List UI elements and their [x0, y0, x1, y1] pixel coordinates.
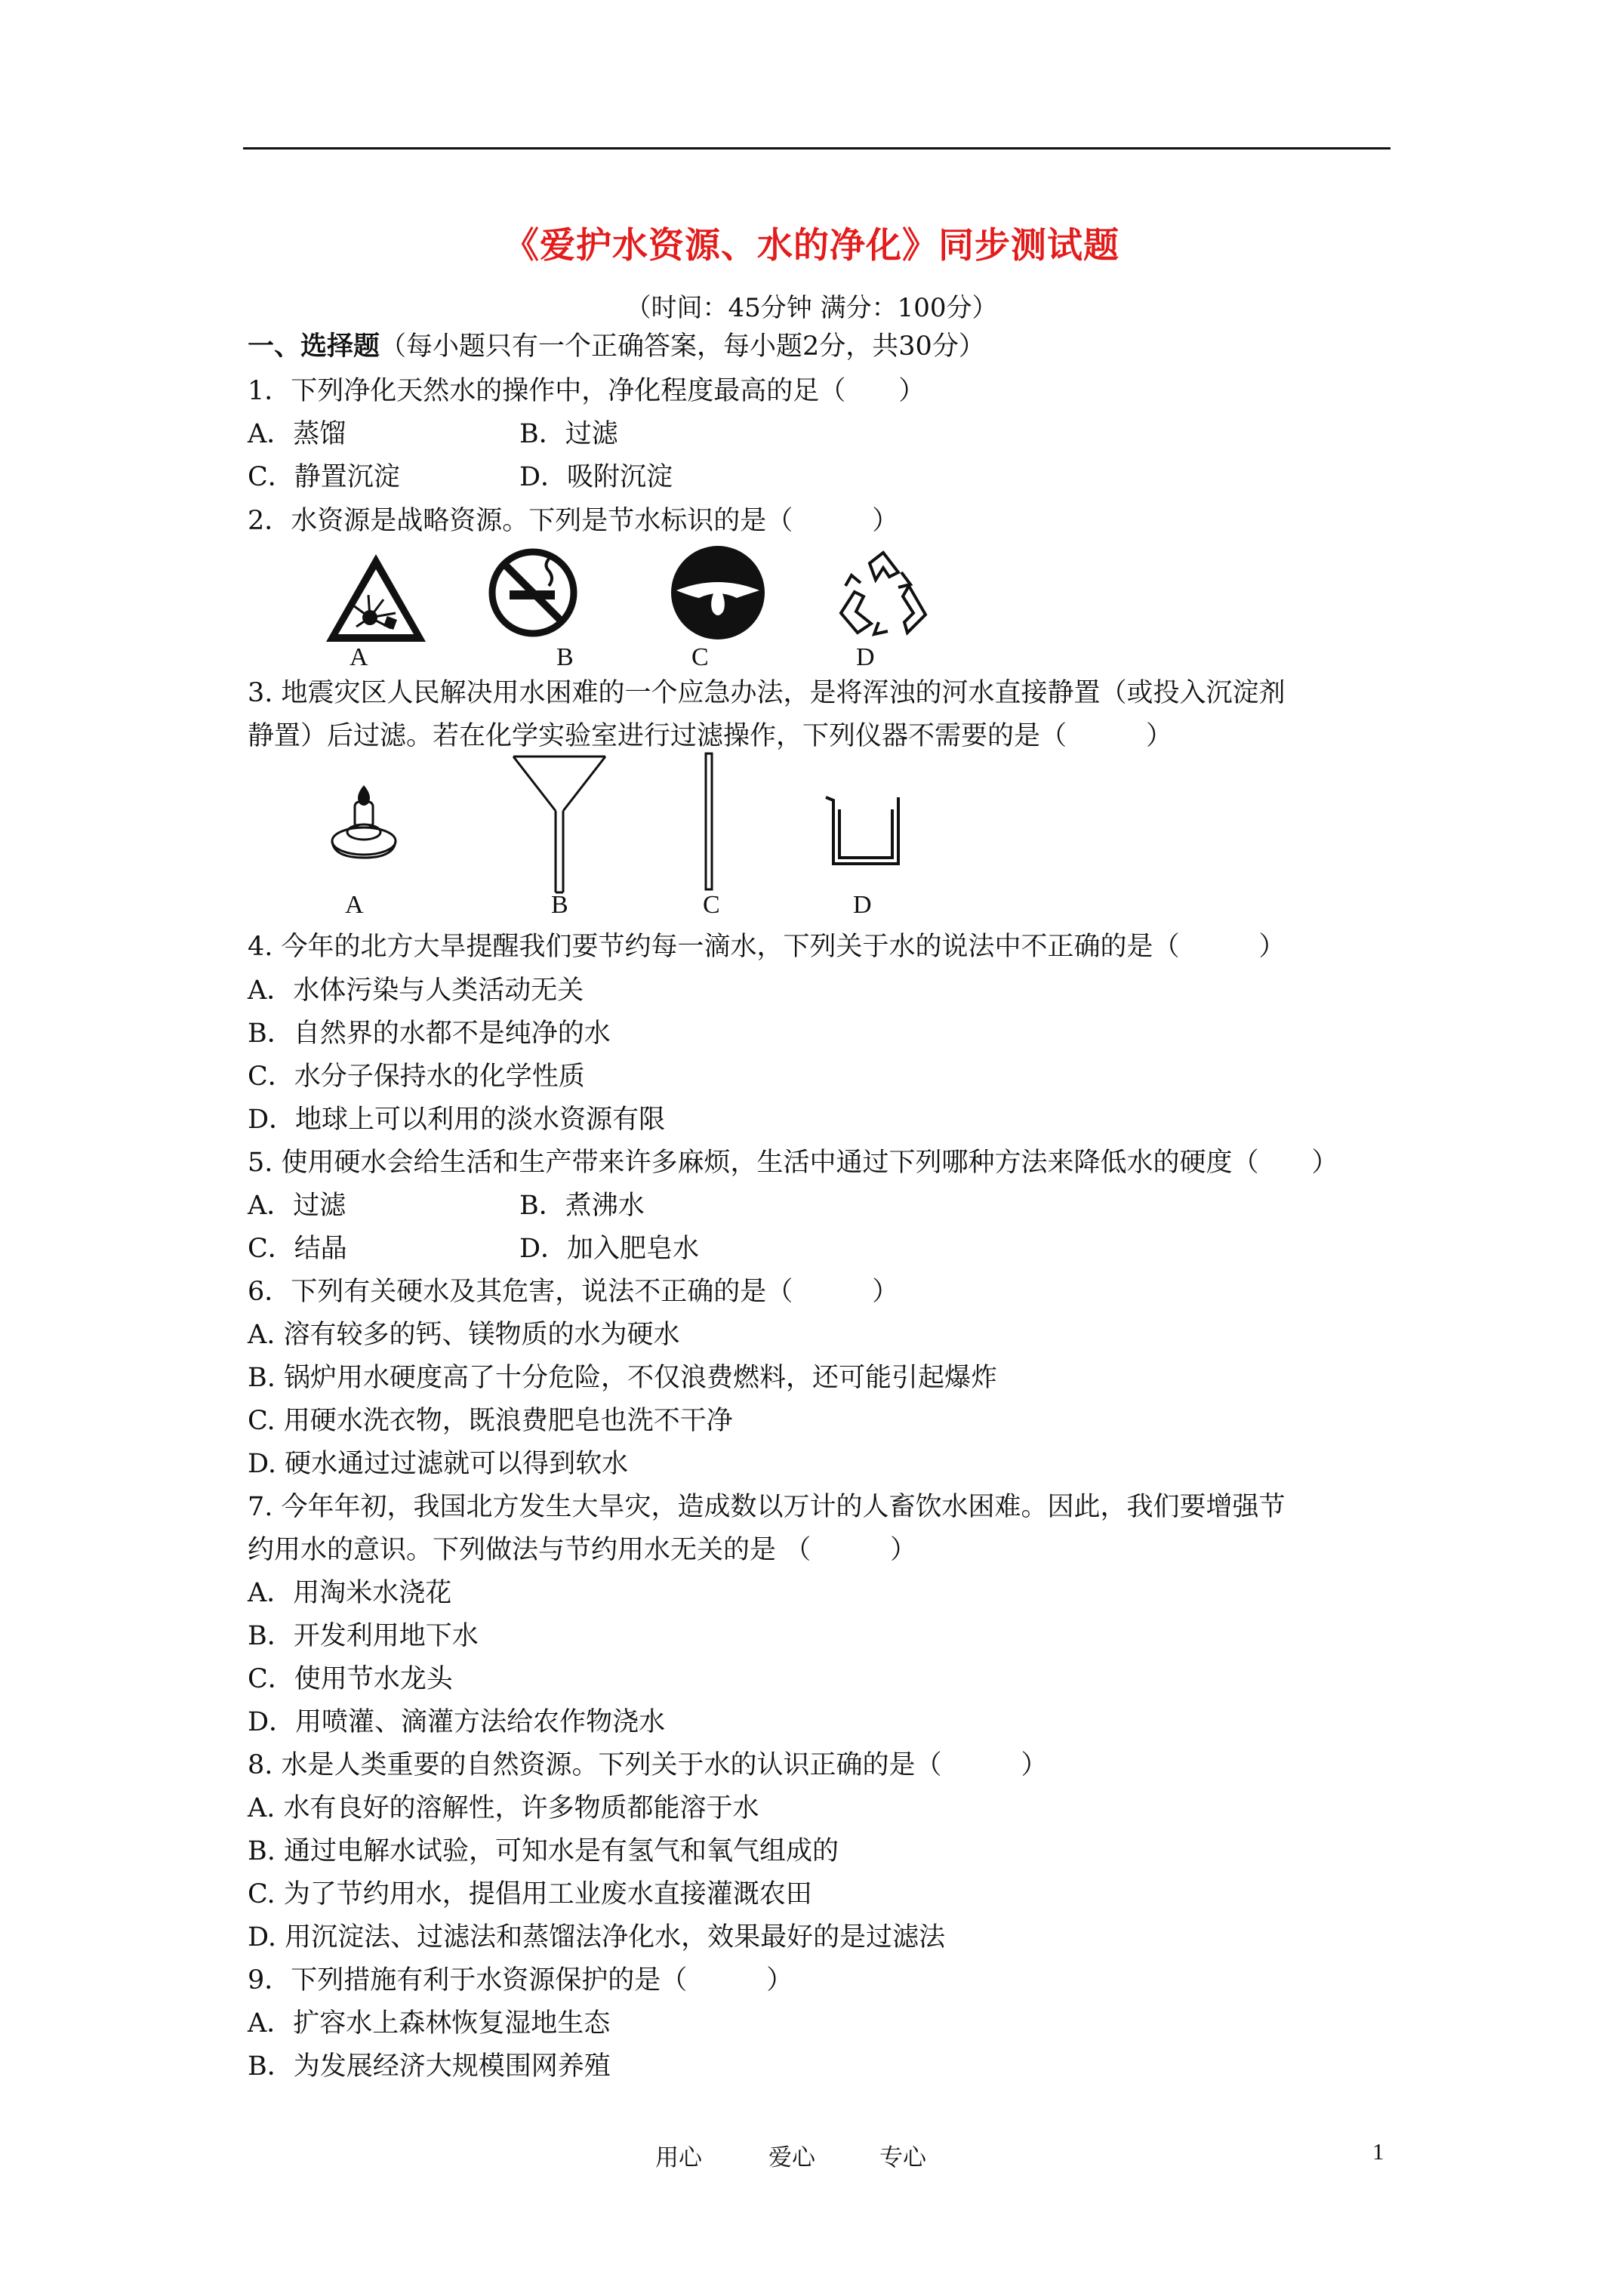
q6-option-a: A. 溶有较多的钙、镁物质的水为硬水 — [248, 1320, 680, 1350]
q7-option-d: D．用喷灌、滴灌方法给农作物浇水 — [248, 1707, 666, 1737]
page-title: 《爱护水资源、水的净化》同步测试题 — [504, 225, 1119, 267]
q2-stem: 2．水资源是战略资源。下列是节水标识的是（ ） — [248, 506, 899, 536]
q3-stem-line1: 3. 地震灾区人民解决用水困难的一个应急办法，是将浑浊的河水直接静置（或投入沉淀剂 — [248, 678, 1286, 708]
q5-stem: 5. 使用硬水会给生活和生产带来许多麻烦，生活中通过下列哪种方法来降低水的硬度（ ） — [248, 1148, 1338, 1178]
q7-option-b: B．开发利用地下水 — [248, 1621, 479, 1651]
water-saving-icon — [669, 544, 767, 642]
q8-option-b: B. 通过电解水试验，可知水是有氢气和氧气组成的 — [248, 1836, 839, 1866]
q5-option-a: A．过滤 — [248, 1191, 346, 1221]
q9-stem: 9．下列措施有利于水资源保护的是（ ） — [248, 1965, 793, 1996]
q2-label-c: C — [691, 643, 709, 671]
recycling-icon — [835, 550, 933, 642]
q3-label-b: B — [551, 891, 568, 919]
explosive-warning-icon — [323, 551, 429, 645]
alcohol-lamp-icon — [326, 782, 402, 865]
section-note: （每小题只有一个正确答案，每小题2分，共30分） — [380, 331, 985, 362]
q4-stem: 4. 今年的北方大旱提醒我们要节约每一滴水，下列关于水的说法中不正确的是（ ） — [248, 932, 1286, 962]
q3-label-a: A — [345, 891, 364, 919]
q8-option-a: A. 水有良好的溶解性，许多物质都能溶于水 — [248, 1793, 759, 1823]
glass-rod-icon — [702, 752, 717, 891]
q3-label-d: D — [853, 891, 872, 919]
q6-option-b: B. 锅炉用水硬度高了十分危险，不仅浪费燃料，还可能引起爆炸 — [248, 1363, 997, 1393]
q1-option-a: A．蒸馏 — [248, 419, 346, 449]
q8-option-d: D. 用沉淀法、过滤法和蒸馏法净化水，效果最好的是过滤法 — [248, 1922, 946, 1952]
section-heading — [248, 330, 985, 363]
q4-option-b: B．自然界的水都不是纯净的水 — [248, 1019, 611, 1049]
q2-label-d: D — [856, 643, 875, 671]
footer-left-text: 用心 — [655, 2144, 702, 2171]
q4-option-c: C．水分子保持水的化学性质 — [248, 1062, 585, 1092]
q7-option-a: A．用淘米水浇花 — [248, 1578, 452, 1608]
q7-stem-line1: 7. 今年年初，我国北方发生大旱灾，造成数以万计的人畜饮水困难。因此，我们要增强节 — [248, 1492, 1286, 1522]
q8-option-c: C. 为了节约用水，提倡用工业废水直接灌溉农田 — [248, 1879, 812, 1909]
q4-option-a: A．水体污染与人类活动无关 — [248, 975, 584, 1006]
page-subtitle: （时间：45分钟 满分：100分） — [625, 293, 998, 323]
q6-option-d: D. 硬水通过过滤就可以得到软水 — [248, 1449, 629, 1479]
no-smoking-icon — [488, 548, 577, 637]
q2-label-a: A — [350, 643, 368, 671]
footer-mid-text: 爱心 — [768, 2144, 815, 2171]
q1-option-d: D．吸附沉淀 — [519, 462, 673, 492]
page-number: 1 — [1372, 2138, 1384, 2165]
q9-option-a: A．扩容水上森林恢复湿地生态 — [248, 2008, 611, 2039]
q9-option-b: B．为发展经济大规模围网养殖 — [248, 2051, 611, 2082]
q7-option-c: C．使用节水龙头 — [248, 1664, 453, 1694]
q1-option-c: C．静置沉淀 — [248, 462, 400, 492]
q5-option-c: C．结晶 — [248, 1234, 347, 1264]
q6-stem: 6．下列有关硬水及其危害，说法不正确的是（ ） — [248, 1277, 899, 1307]
section-title: 一、选择题 — [248, 331, 380, 362]
q1-option-b: B．过滤 — [519, 419, 618, 449]
q5-option-b: B．煮沸水 — [519, 1191, 645, 1221]
q3-stem-line2: 静置）后过滤。若在化学实验室进行过滤操作，下列仪器不需要的是（ ） — [248, 721, 1173, 751]
beaker-icon — [823, 793, 906, 868]
q8-stem: 8. 水是人类重要的自然资源。下列关于水的认识正确的是（ ） — [248, 1750, 1048, 1780]
q5-option-d: D．加入肥皂水 — [519, 1234, 700, 1264]
q6-option-c: C. 用硬水洗衣物，既浪费肥皂也洗不干净 — [248, 1406, 733, 1436]
q3-label-c: C — [703, 891, 720, 919]
q1-stem: 1．下列净化天然水的操作中，净化程度最高的足（ ） — [248, 376, 925, 406]
q7-stem-line2: 约用水的意识。下列做法与节约用水无关的是 （ ） — [248, 1535, 917, 1565]
q4-option-d: D．地球上可以利用的淡水资源有限 — [248, 1105, 666, 1135]
q2-label-b: B — [556, 643, 574, 671]
funnel-icon — [510, 754, 608, 895]
footer-right-text: 专心 — [879, 2144, 926, 2171]
header-rule — [243, 147, 1390, 149]
